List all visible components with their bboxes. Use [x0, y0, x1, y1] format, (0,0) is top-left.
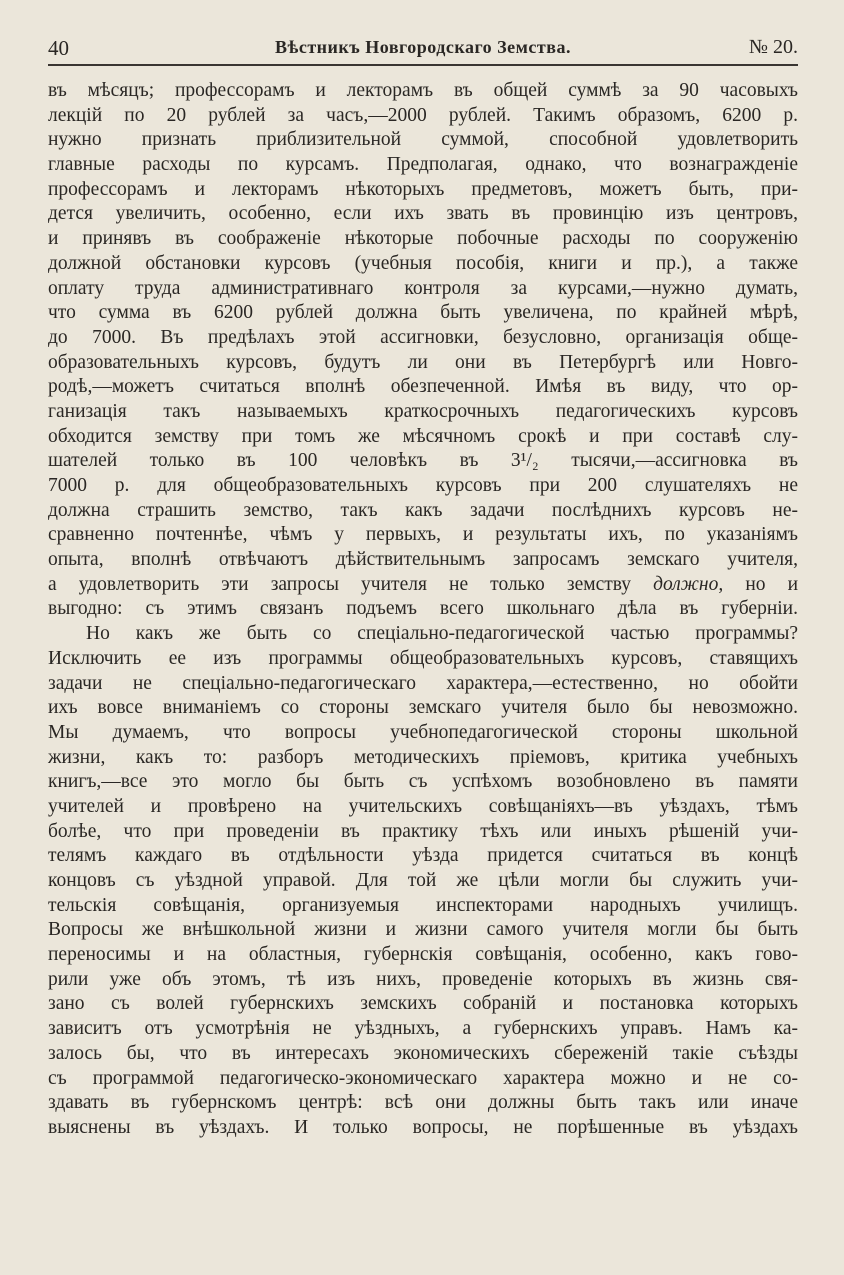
text-line: переносимы и на областныя, губернскія совѣщанія, особенно, какъ гово- — [48, 944, 798, 966]
text-line: опыта, вполнѣ отвѣчаютъ дѣйствительнымъ запросамъ земскаго учителя, — [48, 549, 798, 571]
text-line: выяснены въ уѣздахъ. И только вопросы, не порѣшенные въ уѣздахъ — [48, 1116, 798, 1138]
text-line: тельскія совѣщанія, организуемыя инспекторами народныхъ училищъ. — [48, 894, 798, 916]
journal-title: Вѣстникъ Новгородскаго Земства. — [275, 37, 571, 57]
text-line: должной обстановки курсовъ (учебныя пособія, книги и пр.), а также — [48, 252, 798, 274]
text-line: обходится земству при томъ же мѣсячномъ срокѣ и при составѣ слу- — [48, 425, 798, 447]
running-header — [48, 36, 798, 66]
text-line: съ программой педагогическо-экономическаго характера можно и не со- — [48, 1067, 798, 1089]
text-body — [48, 79, 798, 1141]
text-line-with-emphasis — [48, 573, 798, 598]
text-line: рили уже объ этомъ, тѣ изъ нихъ, проведеніе которыхъ въ жизнь свя- — [48, 968, 798, 990]
text-line: задачи не спеціально-педагогическаго характера,—естественно, но обойти — [48, 672, 798, 694]
text-line: болѣе, что при проведеніи въ практику тѣхъ или иныхъ рѣшеній учи- — [48, 820, 798, 842]
text-line: залось бы, что въ интересахъ экономическихъ сбереженій такіе съѣзды — [48, 1042, 798, 1064]
text-line: Вопросы же внѣшкольной жизни и жизни самого учителя могли бы быть — [48, 919, 798, 941]
text-line: телямъ каждаго въ отдѣльности уѣзда придется считаться въ концѣ — [48, 845, 798, 867]
issue-number: № 20. — [748, 36, 798, 58]
text-line: Исключить ее изъ программы общеобразовательныхъ курсовъ, ставящихъ — [48, 647, 798, 669]
text-line: должна страшить земство, такъ какъ задачи послѣднихъ курсовъ не- — [48, 499, 798, 521]
emphasized-word: должно, — [653, 573, 724, 595]
text-line: нужно признать приблизительной суммой, способной удовлетворить — [48, 129, 798, 151]
text-line: главные расходы по курсамъ. Предполагая, однако, что вознагражденіе — [48, 154, 798, 176]
text-line: въ мѣсяцъ; профессорамъ и лекторамъ въ общей суммѣ за 90 часовыхъ — [48, 80, 798, 101]
page-number: 40 — [48, 36, 69, 60]
text-line: образовательныхъ курсовъ, будутъ ли они въ Петербургѣ или Новго- — [48, 351, 798, 373]
text-line: до 7000. Въ предѣлахъ этой ассигновки, безусловно, организація обще- — [48, 326, 798, 348]
text-line: шателей только въ 100 человѣкъ въ 3¹/₂ тысячи,—ассигновка въ — [48, 450, 798, 472]
text-line: концовъ съ уѣздной управой. Для той же цѣли могли бы служить учи- — [48, 870, 798, 891]
text-line: здавать въ губернскомъ центрѣ: всѣ они должны быть такъ или иначе — [48, 1092, 798, 1114]
text-line: Мы думаемъ, что вопросы учебнопедагогической стороны школьной — [48, 721, 798, 743]
text-line: жизни, какъ то: разборъ методическихъ пріемовъ, критика учебныхъ — [48, 746, 798, 768]
paragraph-start-line: Но какъ же быть со спеціально-педагогической частью программы? — [86, 623, 798, 645]
text-line: выгодно: съ этимъ связанъ подъемъ всего школьнаго дѣла въ губерніи. — [48, 598, 798, 620]
text-line: ихъ вовсе вниманіемъ со стороны земскаго учителя было бы невозможно. — [48, 697, 798, 719]
line-segment: но и — [745, 573, 799, 595]
text-line: профессорамъ и лекторамъ нѣкоторыхъ предметовъ, можетъ быть, при- — [48, 178, 798, 200]
text-line: 7000 р. для общеобразовательныхъ курсовъ при 200 слушателяхъ не — [48, 475, 798, 496]
text-line: дется увеличить, особенно, если ихъ звать въ провинцію изъ центровъ, — [48, 203, 798, 225]
text-line: книгъ,—все это могло бы быть съ успѣхомъ возобновлено въ памяти — [48, 771, 798, 793]
line-segment: а удовлетворить эти запросы учителя не только земству — [48, 573, 632, 595]
text-line: сравненно почтеннѣе, чѣмъ у первыхъ, и результаты ихъ, по указаніямъ — [48, 524, 798, 546]
text-line: оплату труда административнаго контроля за курсами,—нужно думать, — [48, 277, 798, 299]
text-line: ганизація такъ называемыхъ краткосрочныхъ педагогическихъ курсовъ — [48, 400, 798, 422]
text-line: зано съ волей губернскихъ земскихъ собраній и постановка которыхъ — [48, 993, 798, 1015]
text-line: лекцій по 20 рублей за часъ,—2000 рублей. Такимъ образомъ, 6200 р. — [48, 104, 798, 126]
text-line: что сумма въ 6200 рублей должна быть увеличена, по крайней мѣрѣ, — [48, 302, 798, 324]
text-line: и принявъ въ соображеніе нѣкоторые побочные расходы по сооруженію — [48, 228, 798, 250]
text-line: родѣ,—можетъ считаться вполнѣ обезпеченной. Имѣя въ виду, что ор- — [48, 376, 798, 398]
text-line: учителей и провѣрено на учительскихъ совѣщаніяхъ—въ уѣздахъ, тѣмъ — [48, 795, 798, 817]
text-line: зависитъ отъ усмотрѣнія не уѣздныхъ, а губернскихъ управъ. Намъ ка- — [48, 1018, 798, 1040]
